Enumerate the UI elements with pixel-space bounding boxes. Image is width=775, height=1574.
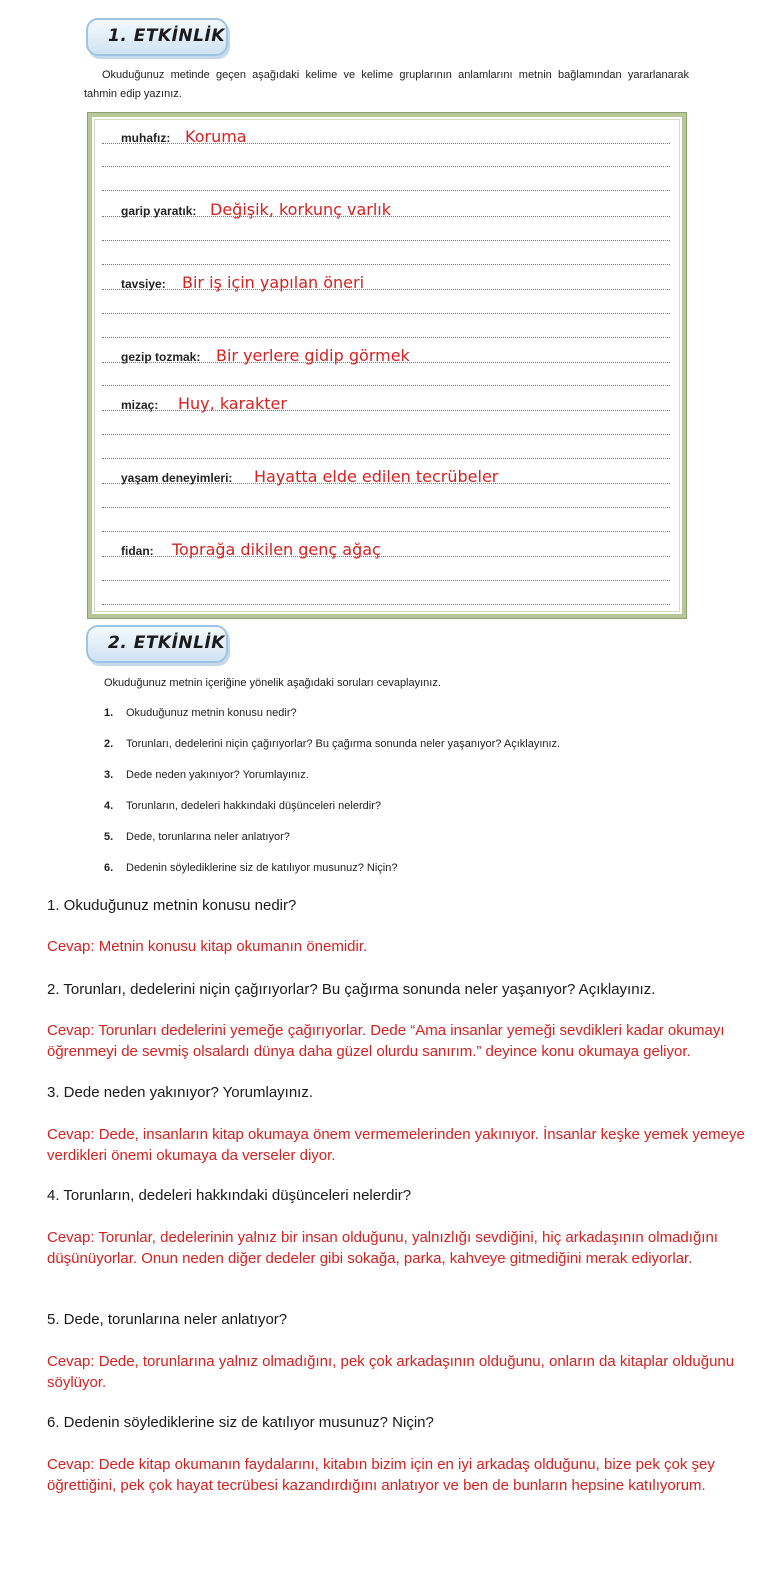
vocab-label-tavsiye: tavsiye: — [121, 277, 166, 291]
answer-question: 3. Dede neden yakınıyor? Yorumlayınız. — [47, 1084, 314, 1101]
vocab-label-mizac: mizaç: — [121, 398, 159, 412]
vocab-label-muhafiz: muhafız: — [121, 131, 171, 145]
question-number: 6. — [104, 862, 114, 874]
dotted-line — [102, 458, 670, 459]
vocab-answer-tavsiye: Bir iş için yapılan öneri — [182, 273, 365, 292]
answer-text: Cevap: Torunlar, dedelerinin yalnız bir insan olduğunu, yalnızlığı sevdiğini, hiç arkadaşının olmadığını düşünüyorlar. Onun neden diğer dedeler gibi sokağa, parka, kahveye gitmediğini merak ediyorlar. — [47, 1229, 718, 1267]
dotted-line — [102, 580, 670, 581]
vocab-answer-fidan: Toprağa dikilen genç ağaç — [172, 540, 381, 559]
dotted-line — [102, 531, 670, 532]
vocab-label-fidan: fidan: — [121, 544, 154, 558]
dotted-line — [102, 604, 670, 605]
vocab-answer-garip-yaratik: Değişik, korkunç varlık — [210, 200, 391, 219]
answer-question: 2. Torunları, dedelerini niçin çağırıyorlar? Bu çağırma sonunda neler yaşanıyor? Açıklayınız. — [47, 981, 656, 998]
answer-question: 4. Torunların, dedeleri hakkındaki düşünceleri nelerdir? — [47, 1187, 412, 1204]
dotted-line — [102, 264, 670, 265]
answer-question: 1. Okuduğunuz metnin konusu nedir? — [47, 897, 297, 914]
dotted-line — [102, 190, 670, 191]
vocab-answer-muhafiz: Koruma — [185, 127, 247, 146]
question-text: Dede, torunlarına neler anlatıyor? — [126, 831, 290, 843]
answer-text: Cevap: Metnin konusu kitap okumanın önemidir. — [47, 938, 368, 955]
answer-text: Cevap: Dede kitap okumanın faydalarını, kitabın bizim için en iyi arkadaş olduğunu, bize pek çok şey öğrettiğini, pek çok hayat tecrübesi kazandırdığını anlatıyor ve ben de bunların hepsine katılıyorum. — [47, 1456, 715, 1494]
question-text: Dede neden yakınıyor? Yorumlayınız. — [126, 769, 309, 781]
activity2-badge — [86, 625, 228, 663]
question-number: 5. — [104, 831, 114, 843]
vocab-answer-gezip-tozmak: Bir yerlere gidip görmek — [216, 346, 410, 365]
vocab-answer-mizac: Huy, karakter — [178, 394, 287, 413]
vocab-label-gezip-tozmak: gezip tozmak: — [121, 350, 201, 364]
question-text: Torunları, dedelerini niçin çağırıyorlar? Bu çağırma sonunda neler yaşanıyor? Açıklayınız. — [126, 738, 561, 750]
answer-text: Cevap: Dede, insanların kitap okumaya önem vermemelerinden yakınıyor. İnsanlar keşke yemek yemeye verdikleri önemi okumaya da verseler diyor. — [47, 1126, 745, 1164]
question-number: 2. — [104, 738, 114, 750]
dotted-line — [102, 240, 670, 241]
activity2-title: 2. ETKİNLİK — [108, 633, 225, 653]
dotted-line — [102, 313, 670, 314]
question-text: Torunların, dedeleri hakkındaki düşünceleri nelerdir? — [126, 800, 381, 812]
dotted-line — [102, 385, 670, 386]
question-number: 1. — [104, 707, 114, 719]
answer-question: 5. Dede, torunlarına neler anlatıyor? — [47, 1311, 288, 1328]
question-number: 4. — [104, 800, 114, 812]
dotted-line — [102, 434, 670, 435]
activity1-title: 1. ETKİNLİK — [108, 26, 225, 46]
activity1-instruction: Okuduğunuz metinde geçen aşağıdaki kelime ve kelime gruplarının anlamlarını metnin bağlamından yararlanarak tahmin edip yazınız. — [84, 69, 689, 100]
vocab-answer-yasam-deneyimleri: Hayatta elde edilen tecrübeler — [254, 467, 499, 486]
activity2-instruction: Okuduğunuz metnin içeriğine yönelik aşağıdaki soruları cevaplayınız. — [104, 677, 441, 689]
question-text: Dedenin söylediklerine siz de katılıyor musunuz? Niçin? — [126, 862, 398, 874]
vocab-label-garip-yaratik: garip yaratık: — [121, 204, 197, 218]
dotted-line — [102, 507, 670, 508]
question-text: Okuduğunuz metnin konusu nedir? — [126, 707, 297, 719]
answer-text: Cevap: Torunları dedelerini yemeğe çağırıyorlar. Dede “Ama insanlar yemeği sevdikleri kadar okumayı öğrenmeyi de sevmiş olsalardı dünya daha güzel olurdu sanırım.” deyince konu okumaya geliyor. — [47, 1022, 725, 1060]
vocab-label-yasam-deneyimleri: yaşam deneyimleri: — [121, 471, 233, 485]
dotted-line — [102, 166, 670, 167]
answer-text: Cevap: Dede, torunlarına yalnız olmadığını, pek çok arkadaşının olduğunu, onların da kitaplar olduğunu söylüyor. — [47, 1353, 735, 1391]
activity1-badge — [86, 18, 228, 56]
answer-question: 6. Dedenin söylediklerine siz de katılıyor musunuz? Niçin? — [47, 1414, 434, 1431]
dotted-line — [102, 337, 670, 338]
question-number: 3. — [104, 769, 114, 781]
